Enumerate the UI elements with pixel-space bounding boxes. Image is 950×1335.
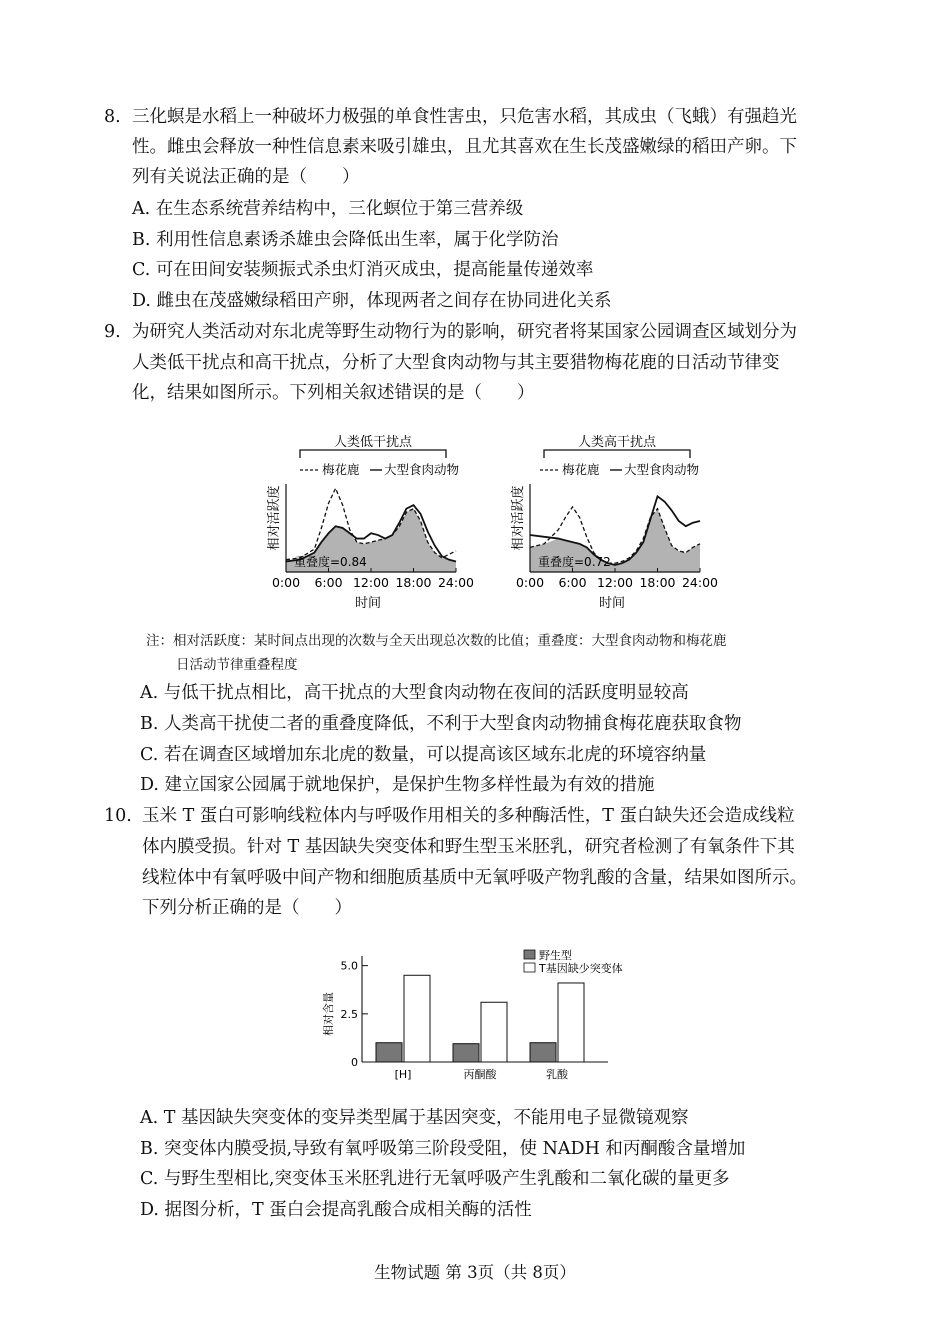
page-footer: 生物试题 第 3页（共 8页） <box>374 1263 576 1282</box>
y-axis-label: 相对含量 <box>322 992 335 1036</box>
option-a: A. 与低干扰点相比，高干扰点的大型食肉动物在夜间的活跃度明显较高 <box>140 683 689 703</box>
question-text: 性。雌虫会释放一种性信息素来吸引雄虫，且尤其喜欢在生长茂盛嫩绿的稻田产卵。下 <box>132 137 797 157</box>
legend-wild-label: 野生型 <box>539 949 572 962</box>
chart-title: 人类低干扰点 <box>333 435 413 450</box>
legend-mutant-label: T基因缺少突变体 <box>539 962 623 975</box>
question-number: 8. <box>104 107 121 127</box>
x-tick-label: 6:00 <box>558 575 587 590</box>
option-d: D. 雌虫在茂盛嫩绿稻田产卵，体现两者之间存在协同进化关系 <box>132 291 612 311</box>
x-axis-label: 时间 <box>598 596 626 611</box>
bar-mutant <box>481 1002 507 1062</box>
legend-carnivore-label: 大型食肉动物 <box>384 462 460 477</box>
chart-note: 注：相对活跃度：某时间点出现的次数与全天出现总次数的比值；重叠度：大型食肉动物和梅花鹿 <box>146 633 727 649</box>
option-a: A. 在生态系统营养结构中，三化螟位于第三营养级 <box>132 199 524 219</box>
x-category-label: [H] <box>394 1068 412 1081</box>
bar-wildtype <box>376 1043 402 1062</box>
question-text: 列有关说法正确的是（ ） <box>132 167 360 187</box>
option-a: A. T 基因缺失突变体的变异类型属于基因突变，不能用电子显微镜观察 <box>140 1108 689 1128</box>
x-categories <box>395 1067 569 1081</box>
option-d: D. 据图分析，T 蛋白会提高乳酸合成相关酶的活性 <box>140 1200 532 1220</box>
question-text: 人类低干扰点和高干扰点，分析了大型食肉动物与其主要猎物梅花鹿的日活动节律变 <box>132 353 780 373</box>
question-text: 线粒体中有氧呼吸中间产物和细胞质基质中无氧呼吸产物乳酸的含量，结果如图所示。 <box>142 868 807 888</box>
question-text: 三化螟是水稻上一种破坏力极强的单食性害虫，只危害水稻，其成虫（飞蛾）有强趋光 <box>132 107 797 127</box>
y-axis-label: 相对活跃度 <box>267 485 282 551</box>
question-text: 为研究人类活动对东北虎等野生动物行为的影响，研究者将某国家公园调查区域划分为 <box>132 322 797 342</box>
bar-mutant <box>404 975 430 1062</box>
legend-wild-swatch <box>524 950 535 959</box>
x-tick-label: 0:00 <box>271 575 301 590</box>
y-tick-label: 2.5 <box>340 1007 358 1021</box>
chart-note: 日活动节律重叠程度 <box>176 657 298 673</box>
bars <box>376 975 584 1062</box>
chart-title-bracket <box>300 450 446 458</box>
option-c: C. 若在调查区域增加东北虎的数量，可以提高该区域东北虎的环境容纳量 <box>140 745 707 765</box>
chart-title: 人类高干扰点 <box>577 435 657 450</box>
bar-mutant <box>558 983 584 1062</box>
option-d: D. 建立国家公园属于就地保护，是保护生物多样性最为有效的措施 <box>140 775 655 795</box>
legend-deer-label: 梅花鹿 <box>562 462 600 477</box>
y-tick-label: 5.0 <box>340 959 358 973</box>
question-text: 体内膜受损。针对 T 基因缺失突变体和野生型玉米胚乳，研究者检测了有氧条件下其 <box>142 837 795 857</box>
question-number: 9. <box>104 322 121 342</box>
option-b: B. 人类高干扰使二者的重叠度降低，不利于大型食肉动物捕食梅花鹿获取食物 <box>140 714 742 734</box>
x-tick-label: 12:00 <box>352 575 390 590</box>
x-tick-label: 18:00 <box>639 575 676 590</box>
question-text: 化，结果如图所示。下列相关叙述错误的是（ ） <box>132 383 535 403</box>
bar-wildtype <box>453 1044 479 1062</box>
x-tick-label: 0:00 <box>515 575 545 590</box>
activity-chart-high <box>502 428 727 613</box>
chart-title-bracket <box>544 450 690 458</box>
option-c: C. 与野生型相比,突变体玉米胚乳进行无氧呼吸产生乳酸和二氧化碳的量更多 <box>140 1169 730 1189</box>
y-ticks <box>341 960 369 1069</box>
legend-carnivore-label: 大型食肉动物 <box>624 462 700 477</box>
x-tick-label: 24:00 <box>681 575 719 590</box>
option-b: B. 突变体内膜受损,导致有氧呼吸第三阶段受阻，使 NADH 和丙酮酸含量增加 <box>140 1139 746 1159</box>
legend-mutant-swatch <box>524 963 535 972</box>
option-c: C. 可在田间安装频振式杀虫灯消灭成虫，提高能量传递效率 <box>132 260 594 280</box>
question-text: 下列分析正确的是（ ） <box>142 898 352 918</box>
x-tick-label: 12:00 <box>596 575 634 590</box>
x-tick-label: 24:00 <box>437 575 475 590</box>
legend-deer-label: 梅花鹿 <box>322 462 360 477</box>
option-b: B. 利用性信息素诱杀雄虫会降低出生率，属于化学防治 <box>132 230 559 250</box>
overlap-label: 重叠度=0.84 <box>294 555 367 569</box>
x-tick-label: 18:00 <box>395 575 432 590</box>
x-category-label: 丙酮酸 <box>463 1068 497 1081</box>
x-axis-label: 时间 <box>354 596 382 611</box>
y-axis-label: 相对活跃度 <box>511 485 526 551</box>
question-number: 10. <box>104 806 132 826</box>
question-text: 玉米 T 蛋白可影响线粒体内与呼吸作用相关的多种酶活性，T 蛋白缺失还会造成线粒 <box>142 806 795 826</box>
overlap-label: 重叠度=0.72 <box>538 555 611 569</box>
x-tick-label: 6:00 <box>314 575 343 590</box>
y-tick-label: 0 <box>351 1056 358 1069</box>
activity-chart-low <box>258 428 483 613</box>
x-category-label: 乳酸 <box>546 1068 568 1081</box>
bar-wildtype <box>530 1043 556 1062</box>
bar-chart <box>318 944 648 1089</box>
